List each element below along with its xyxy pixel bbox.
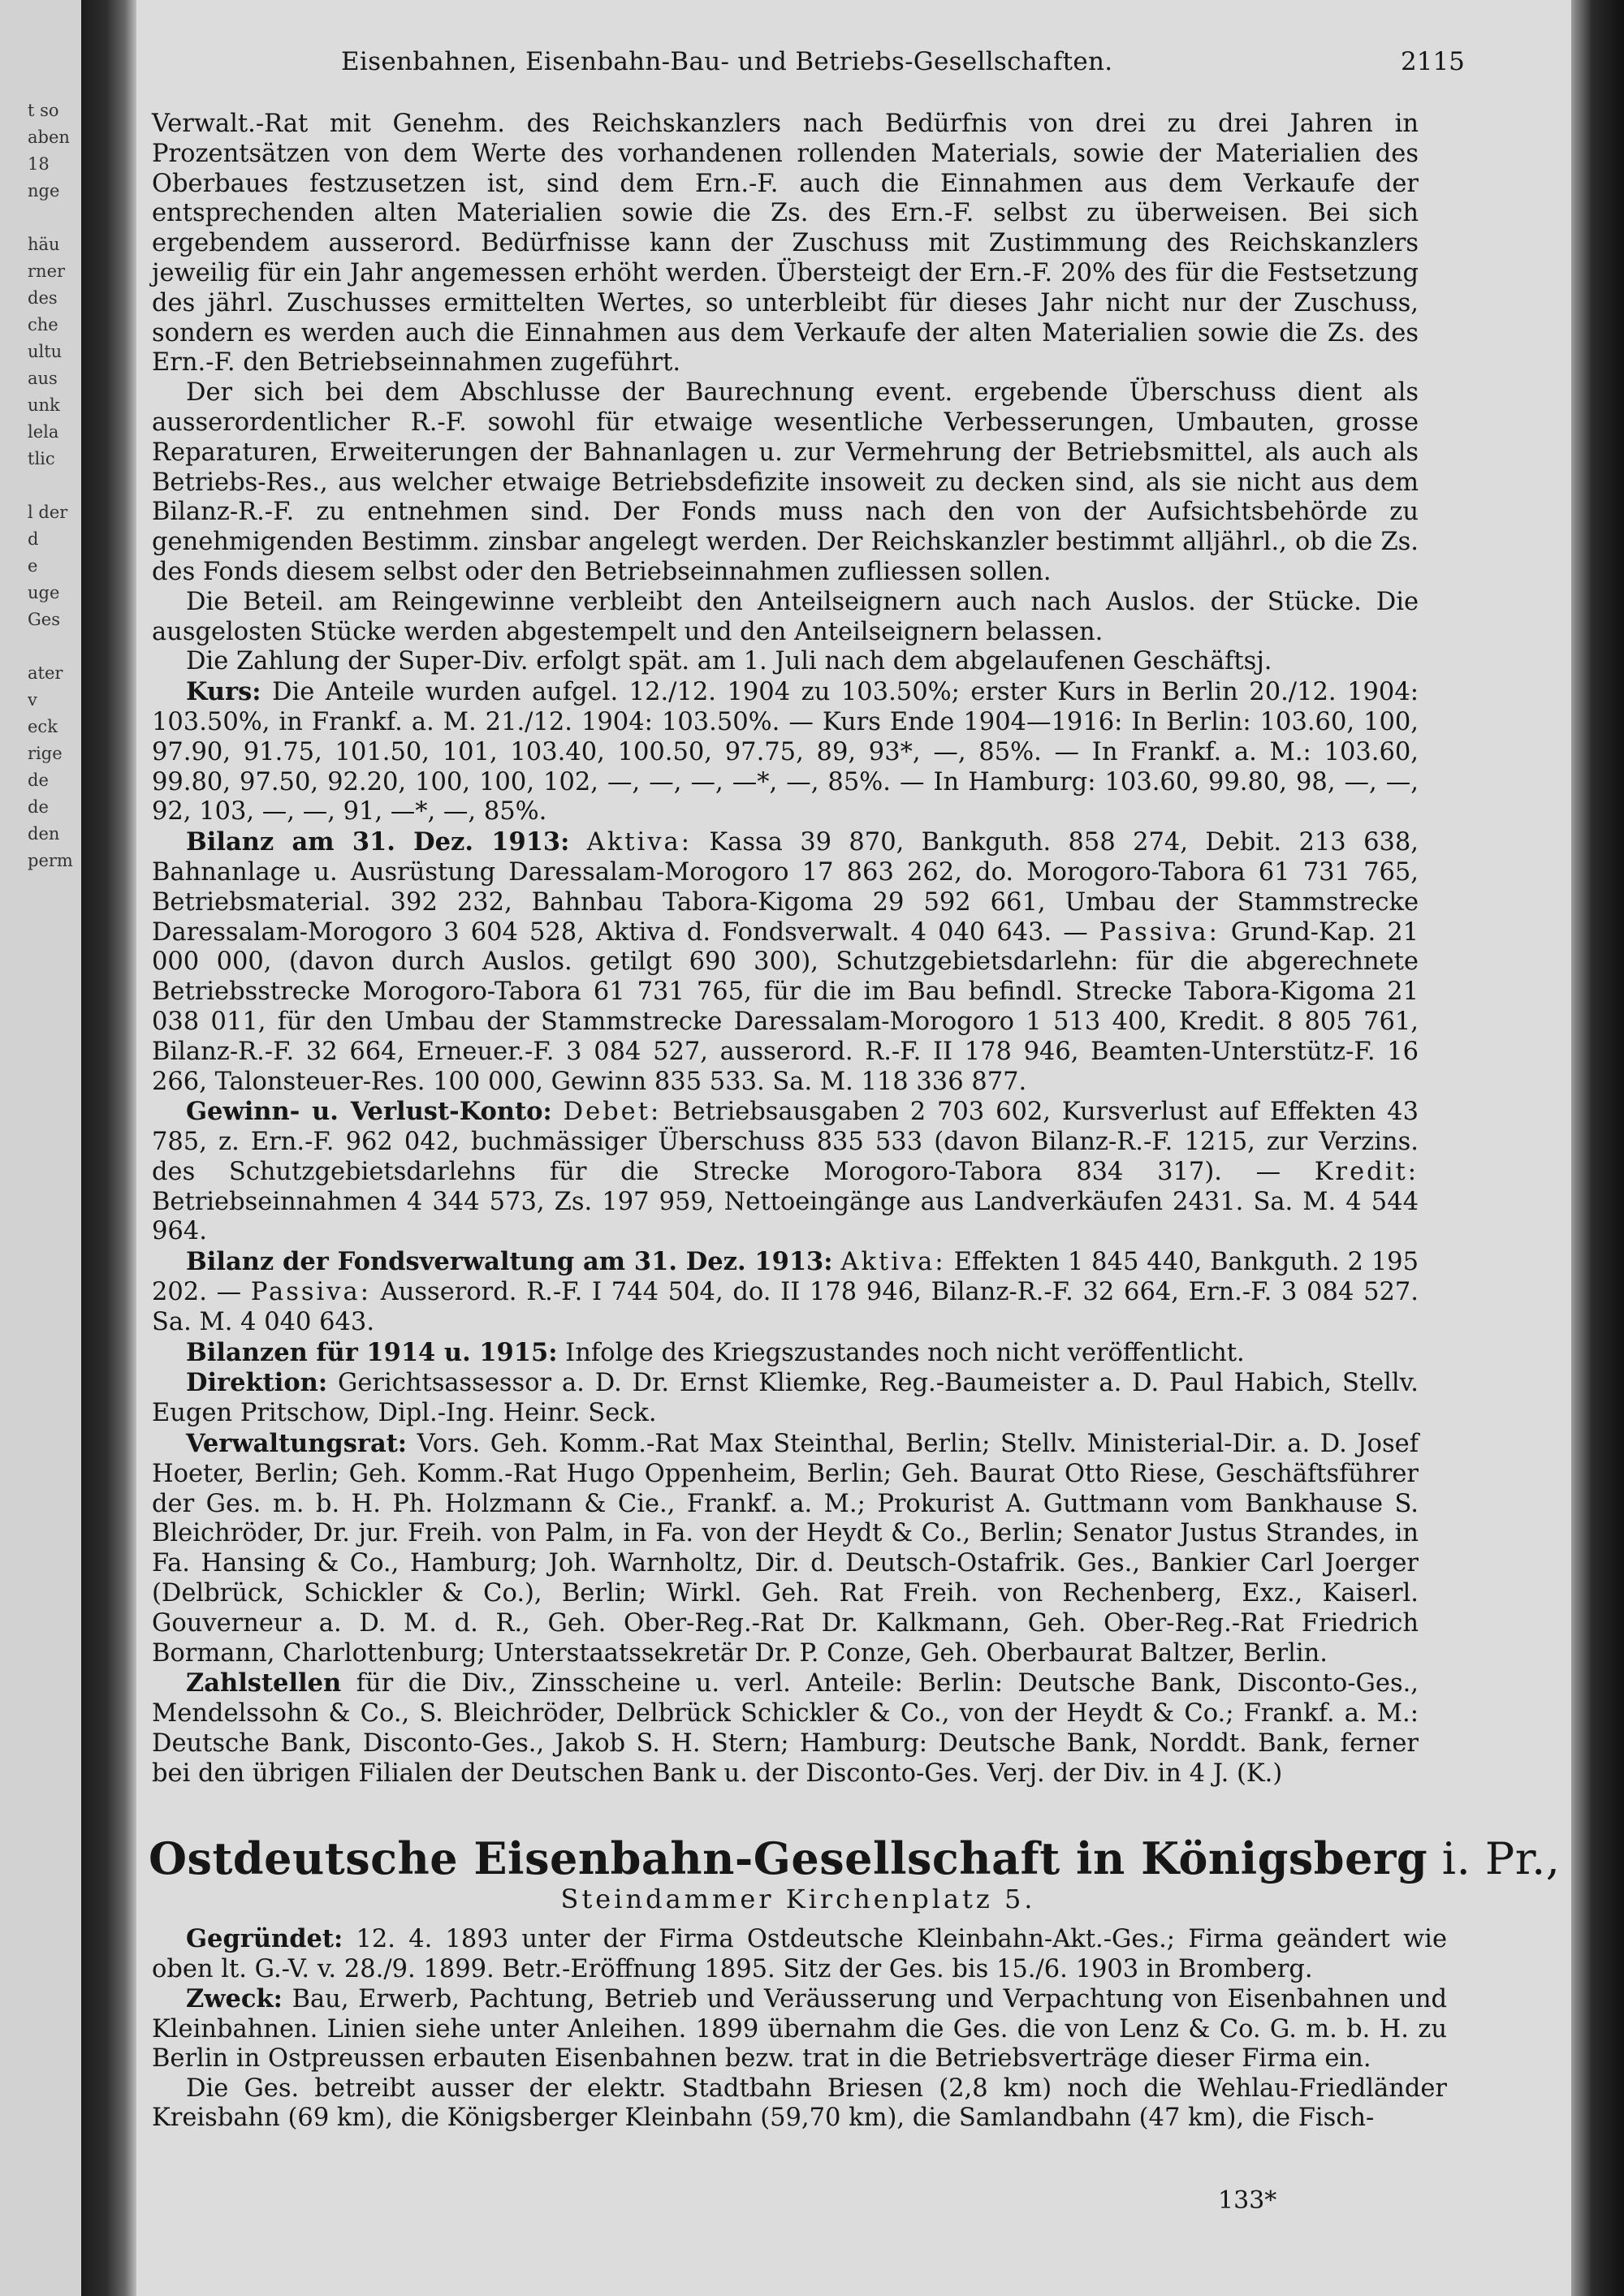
running-title: Eisenbahnen, Eisenbahn-Bau- und Betriebs-Gesellschaften.: [341, 47, 1113, 76]
fonds-aktiva-label: Aktiva:: [840, 1248, 946, 1277]
margin-fragment: nge: [28, 181, 60, 201]
margin-fragment: che: [28, 315, 58, 334]
zahlstellen-label: Zahlstellen: [186, 1668, 342, 1698]
margin-fragment: 18: [28, 154, 50, 174]
debet-label: Debet:: [563, 1098, 662, 1127]
margin-fragment: d: [28, 529, 39, 549]
gegruendet-text: 12. 4. 1893 unter der Firma Ostdeutsche Kleinbahn-Akt.-Ges.; Firma geändert wie oben lt. G.-V. v. 28./9. 1899. Betr.-Eröffnung 1895. Sitz der Ges. bis 15./6. 1903 in Bromberg.: [152, 1925, 1447, 1983]
margin-fragment: de: [28, 797, 49, 817]
bilanzen-1914-label: Bilanzen für 1914 u. 1915:: [186, 1337, 558, 1367]
gegruendet-label: Gegründet:: [186, 1924, 343, 1953]
right-page-edge: [1571, 0, 1624, 2296]
paragraph-kurs: [152, 677, 1419, 827]
company-suffix: i. Pr.,: [1427, 1833, 1561, 1884]
paragraph-gewinn-verlust: [152, 1097, 1419, 1247]
paragraph-bilanzen-1914: [152, 1338, 1419, 1369]
passiva-label: Passiva:: [1099, 917, 1220, 947]
margin-fragment: lela: [28, 422, 59, 442]
margin-fragment: perm: [28, 851, 73, 870]
margin-fragment: de: [28, 770, 49, 790]
body-text-upper: [152, 110, 1419, 1789]
margin-fragment: uge: [28, 583, 60, 602]
margin-fragment: Ges: [28, 610, 60, 629]
company-heading: [149, 1832, 1561, 1884]
margin-fragment: eck: [28, 717, 58, 736]
bilanzen-1914-text: Infolge des Kriegszustandes noch nicht veröffentlicht.: [565, 1338, 1245, 1367]
body-text-lower: [152, 1924, 1447, 2134]
margin-fragment: unk: [28, 395, 60, 415]
margin-fragment: e: [28, 556, 38, 576]
fonds-label: Bilanz der Fondsverwaltung am 31. Dez. 1913:: [186, 1247, 833, 1277]
paragraph-bilanz-1913: [152, 827, 1419, 1097]
direktion-text: Gerichtsassessor a. D. Dr. Ernst Kliemke, Reg.-Baumeister a. D. Paul Habich, Stellv. Eugen Pritschow, Dipl.-Ing. Heinr. Seck.: [152, 1369, 1419, 1428]
paragraph-erneuerungsfonds: Verwalt.-Rat mit Genehm. des Reichskanzlers nach Bedürfnis von drei zu drei Jahren in Prozentsätzen von dem Werte des vorhandenen rollenden Materials, sowie der Materialien des Oberbaues festzusetzen ist, sind dem Ern.-F. auch die Einnahmen aus dem Verkaufe der entsprechenden alten Materialien sowie die Zs. des Ern.-F. selbst zu überweisen. Bei sich ergebendem ausserord. Bedürfnisse kann der Zuschuss mit Zustimmung des Reichskanzlers jeweilig für ein Jahr angemessen erhöht werden. Übersteigt der Ern.-F. 20% des für die Festsetzung des jährl. Zuschusses ermittelten Wertes, so unterbleibt für dieses Jahr nicht nur der Zuschuss, sondern es werden auch die Einnahmen aus dem Verkaufe der alten Materialien sowie die Zs. des Ern.-F. den Betriebseinnahmen zugeführt.: [152, 110, 1419, 378]
company-address: Steindammer Kirchenplatz 5.: [560, 1884, 1036, 1914]
kredit-text: Betriebseinnahmen 4 344 573, Zs. 197 959, Nettoeingänge aus Landverkäufen 2431. Sa. M. 4 544 964.: [152, 1187, 1419, 1246]
margin-fragment: t so: [28, 101, 59, 120]
aktiva-text: Kassa 39 870, Bankguth. 858 274, Debit. 213 638, Bahnanlage u. Ausrüstung Daressalam-Morogoro 17 863 262, do. Morogoro-Tabora 61 731 765, Betriebsmaterial. 392 232, Bahnbau Tabora-Kigoma 29 592 661, Umbau der Stammstrecke Daressalam-Morogoro 3 604 528, Aktiva d. Fondsverwalt. 4 040 643. —: [152, 828, 1419, 947]
margin-fragment: den: [28, 824, 60, 844]
margin-fragment: aben: [28, 127, 70, 147]
paragraph-direktion: [152, 1368, 1419, 1429]
verwaltungsrat-label: Verwaltungsrat:: [186, 1429, 408, 1459]
passiva-text: Grund-Kap. 21 000 000, (davon durch Auslos. getilgt 690 300), Schutzgebietsdarlehn: für die abgerechnete Betriebsstrecke Morogoro-Tabora 61 731 765, für die im Bau befindl. Strecke Tabora-Kigoma 21 038 011, für den Umbau der Stammstrecke Daressalam-Morogoro 1 513 400, Kredit. 8 805 761, Bilanz-R.-F. 32 664, Erneuer.-F. 3 084 527, ausserord. R.-F. II 178 946, Beamten-Unterstütz-F. 16 266, Talonsteuer-Res. 100 000, Gewinn 835 533. Sa. M. 118 336 877.: [152, 917, 1419, 1096]
company-name: Ostdeutsche Eisenbahn-Gesellschaft in Königsberg: [149, 1832, 1428, 1884]
page-number: 2115: [1401, 47, 1465, 76]
gewinn-label: Gewinn- u. Verlust-Konto:: [186, 1097, 552, 1127]
fonds-passiva-label: Passiva:: [250, 1278, 371, 1307]
margin-fragment: des: [28, 288, 58, 308]
paragraph-gegruendet: [152, 1924, 1447, 1984]
paragraph-fondsverwaltung: [152, 1247, 1419, 1337]
zweck-label: Zweck:: [186, 1984, 283, 2013]
paragraph-beteiligung: Die Beteil. am Reingewinne verbleibt den Anteilseignern auch nach Auslos. der Stücke. Die ausgelosten Stücke werden abgestempelt und den Anteilseignern belassen.: [152, 587, 1419, 646]
debet-text: Betriebsausgaben 2 703 602, Kursverlust auf Effekten 43 785, z. Ern.-F. 962 042, buchmässiger Überschuss 835 533 (davon Bilanz-R.-F. 1215, zur Verzins. des Schutzgebietsdarlehns für die Strecke Morogoro-Tabora 834 317). —: [152, 1098, 1419, 1186]
paragraph-zweck: [152, 1984, 1447, 2074]
paragraph-super-div: Die Zahlung der Super-Div. erfolgt spät. am 1. Juli nach dem abgelaufenen Geschäftsj.: [186, 647, 1272, 676]
kurs-label: Kurs:: [186, 677, 261, 707]
margin-fragment: ultu: [28, 342, 63, 361]
direktion-label: Direktion:: [186, 1368, 328, 1398]
paragraph-zahlstellen: [152, 1668, 1419, 1789]
paragraph-betrieb: Die Ges. betreibt ausser der elektr. Stadtbahn Briesen (2,8 km) noch die Wehlau-Friedländer Kreisbahn (69 km), die Königsberger Kleinbahn (59,70 km), die Samlandbahn (47 km), die Fisch-: [152, 2074, 1447, 2132]
book-binding-shadow: [81, 0, 136, 2296]
signature-mark: 133*: [1218, 2186, 1277, 2215]
margin-fragment: ater: [28, 663, 63, 683]
kurs-text: Die Anteile wurden aufgel. 12./12. 1904 zu 103.50%; erster Kurs in Berlin 20./12. 1904: 103.50%, in Frankf. a. M. 21./12. 1904: 103.50%. — Kurs Ende 1904—1916: In Berlin: 103.60, 100, 97.90, 91.75, 101.50, 101, 103.40, 100.50, 97.75, 89, 93*, —, 85%. — In Frankf. a. M.: 103.60, 99.80, 97.50, 92.20, 100, 100, 102, —, —, —, —*, —, 85%. — In Hamburg: 103.60, 99.80, 98, —, —, 92, 103, —, —, 91, —*, —, 85%.: [152, 678, 1419, 826]
margin-fragment: häu: [28, 235, 60, 254]
fonds-passiva-text: Ausserord. R.-F. I 744 504, do. II 178 946, Bilanz-R.-F. 32 664, Ern.-F. 3 084 527. Sa. M. 4 040 643.: [152, 1278, 1419, 1336]
margin-fragment: rner: [28, 261, 66, 281]
paragraph-verwaltungsrat: [152, 1429, 1419, 1668]
margin-fragment: rige: [28, 744, 63, 763]
bilanz-1913-label: Bilanz am 31. Dez. 1913:: [186, 827, 570, 857]
aktiva-label: Aktiva:: [586, 828, 693, 857]
zweck-text: Bau, Erwerb, Pachtung, Betrieb und Veräusserung und Verpachtung von Eisenbahnen und Kleinbahnen. Linien siehe unter Anleihen. 1899 übernahm die Ges. die von Lenz & Co. G. m. b. H. zu Berlin in Ostpreussen erbauten Eisenbahnen bezw. trat in die Betriebsverträge dieser Firma ein.: [152, 1985, 1447, 2073]
margin-fragment: tlic: [28, 449, 55, 468]
margin-fragment: aus: [28, 369, 58, 388]
margin-fragment: v: [28, 690, 37, 710]
margin-fragment: l der: [28, 503, 68, 522]
zahlstellen-text: für die Div., Zinsscheine u. verl. Anteile: Berlin: Deutsche Bank, Disconto-Ges., Mendelssohn & Co., S. Bleichröder, Delbrück Schickler & Co., von der Heydt & Co.; Frankf. a. M.: Deutsche Bank, Disconto-Ges., Jakob S. H. Stern; Hamburg: Deutsche Bank, Norddt. Bank, ferner bei den übrigen Filialen der Deutschen Bank u. der Disconto-Ges. Verj. der Div. in 4 J. (K.): [152, 1669, 1419, 1788]
kredit-label: Kredit:: [1314, 1157, 1419, 1186]
fonds-aktiva-text: Effekten 1 845 440, Bankguth. 2 195 202. —: [152, 1248, 1419, 1307]
paragraph-ueberschuss: Der sich bei dem Abschlusse der Baurechnung event. ergebende Überschuss dient als ausserordentlicher R.-F. sowohl für etwaige wesentliche Verbesserungen, Umbauten, grosse Reparaturen, Erweiterungen der Bahnanlagen u. zur Vermehrung der Betriebsmittel, als auch als Betriebs-Res., aus welcher etwaige Betriebsdefizite insoweit zu decken sind, als sie nicht aus dem Bilanz-R.-F. zu entnehmen sind. Der Fonds muss nach den von der Aufsichtsbehörde zu genehmigenden Bestimm. zinsbar angelegt werden. Der Reichskanzler bestimmt alljährl., ob die Zs. des Fonds diesem selbst oder den Betriebseinnahmen zufliessen sollen.: [152, 378, 1419, 586]
verwaltungsrat-text: Vors. Geh. Komm.-Rat Max Steinthal, Berlin; Stellv. Ministerial-Dir. a. D. Josef Hoeter, Berlin; Geh. Komm.-Rat Hugo Oppenheim, Berlin; Geh. Baurat Otto Riese, Geschäftsführer der Ges. m. b. H. Ph. Holzmann & Cie., Frankf. a. M.; Prokurist A. Guttmann vom Bankhause S. Bleichröder, Dr. jur. Freih. von Palm, in Fa. von der Heydt & Co., Berlin; Senator Justus Strandes, in Fa. Hansing & Co., Hamburg; Joh. Warnholtz, Dir. d. Deutsch-Ostafrik. Ges., Bankier Carl Joerger (Delbrück, Schickler & Co.), Berlin; Wirkl. Geh. Rat Freih. von Rechenberg, Exz., Kaiserl. Gouverneur a. D. M. d. R., Geh. Ober-Reg.-Rat Dr. Kalkmann, Geh. Ober-Reg.-Rat Friedrich Bormann, Charlottenburg; Unterstaatssekretär Dr. P. Conze, Geh. Oberbaurat Baltzer, Berlin.: [152, 1430, 1419, 1668]
